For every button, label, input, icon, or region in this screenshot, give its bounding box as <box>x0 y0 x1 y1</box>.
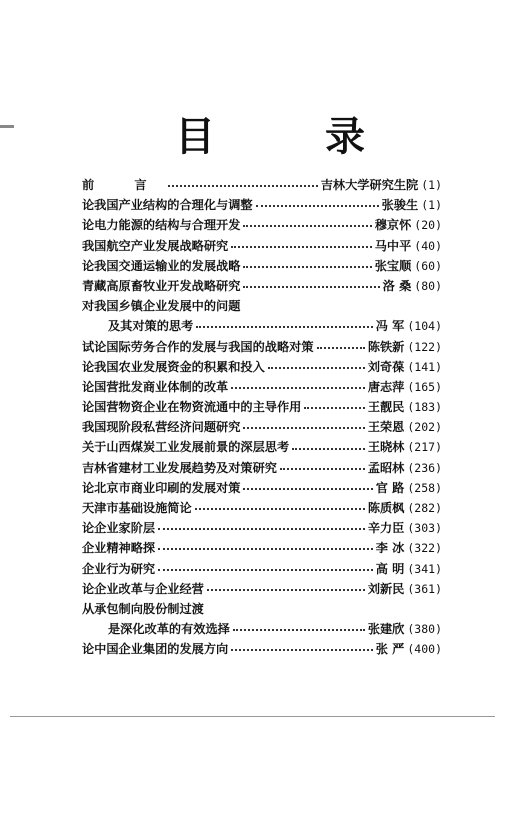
toc-entry-title: 论企业家阶层 <box>82 521 156 536</box>
toc-entry-page: (141) <box>407 359 442 374</box>
toc-leader-dots <box>243 225 371 227</box>
toc-entry-page: (361) <box>407 581 442 596</box>
toc-entry <box>82 640 442 660</box>
toc-entry-title: 从承包制向股份制过渡 <box>82 601 204 616</box>
title-char-2: 录 <box>325 114 365 160</box>
toc-entry-author: 吉林大学研究生院 <box>320 178 419 192</box>
toc-entry-author: 刘新民 <box>367 581 405 596</box>
toc-entry-author: 王荣恩 <box>367 420 405 435</box>
toc-entry-author: 穆京怀 <box>374 218 412 233</box>
toc-entry-title: 对我国乡镇企业发展中的问题 <box>82 299 241 314</box>
toc-leader-dots <box>231 649 373 651</box>
toc-entry-author: 刘奇葆 <box>367 359 405 374</box>
toc-entry-title: 前 言 <box>82 178 165 192</box>
toc-entry <box>82 438 442 458</box>
toc-leader-dots <box>256 205 379 207</box>
page-divider <box>10 716 495 717</box>
toc-leader-dots <box>243 286 379 288</box>
toc-leader-dots <box>231 387 365 389</box>
toc-entry-author: 陈质枫 <box>367 501 405 515</box>
toc-entry-author: 张骏生 <box>381 198 419 213</box>
toc-entry-title: 论我国农业发展资金的积累和投入 <box>82 359 265 374</box>
toc-leader-dots <box>292 448 365 450</box>
toc-entry-page: (80) <box>414 278 442 293</box>
toc-entry <box>82 398 442 418</box>
toc-entry-author: 王晓林 <box>367 440 405 455</box>
toc-entry-page: (1) <box>421 178 442 192</box>
toc-entry-title: 试论国际劳务合作的发展与我国的战略对策 <box>82 339 314 354</box>
toc-leader-dots <box>268 367 365 369</box>
toc-entry-page: (322) <box>407 541 442 556</box>
toc-entry-page: (380) <box>407 622 442 637</box>
toc-leader-dots <box>195 508 365 510</box>
toc-leader-dots <box>158 548 373 550</box>
toc-leader-dots <box>231 246 371 248</box>
toc-entry-author: 张建欣 <box>367 622 405 637</box>
toc-entry-title: 论企业改革与企业经营 <box>82 581 204 596</box>
toc-entry <box>82 216 442 236</box>
toc-entry-author: 冯 军 <box>375 319 405 334</box>
toc-entry-author: 官 路 <box>375 480 405 495</box>
toc-entry-author: 洛 桑 <box>382 278 412 293</box>
toc-entry-author: 唐志萍 <box>367 379 405 394</box>
toc-entry-title: 我国现阶段私营经济问题研究 <box>82 420 241 435</box>
toc-entry-title: 企业精神略探 <box>82 541 156 556</box>
toc-leader-dots <box>207 589 365 591</box>
toc-entry-page: (60) <box>414 258 442 273</box>
toc-entry-title: 论中国企业集团的发展方向 <box>82 642 229 657</box>
toc-leader-dots <box>280 468 365 470</box>
toc-entry-page: (400) <box>407 642 442 657</box>
toc-leader-dots <box>158 528 365 530</box>
toc-leader-dots <box>158 569 373 571</box>
toc-entry <box>82 297 442 317</box>
toc-entry <box>82 580 442 600</box>
toc-entry <box>82 600 442 620</box>
toc-leader-dots <box>304 407 364 409</box>
toc-entry-author: 辛力臣 <box>367 521 405 536</box>
toc-leader-dots <box>233 629 365 631</box>
toc-entry <box>82 338 442 358</box>
toc-entry-author: 张 严 <box>375 642 405 657</box>
toc-entry <box>82 277 442 297</box>
toc-entry-page: (165) <box>407 379 442 394</box>
toc-entry <box>82 358 442 378</box>
toc-entry-author: 孟昭林 <box>367 460 405 475</box>
toc-entry <box>82 378 442 398</box>
toc-entry-title: 论国营物资企业在物资流通中的主导作用 <box>82 400 302 415</box>
toc-entry-title: 论国营批发商业体制的改革 <box>82 379 229 394</box>
toc-entry-author: 陈铁新 <box>367 339 405 354</box>
toc-entry-author: 马中平 <box>374 238 412 253</box>
page-title <box>175 115 365 159</box>
toc-entry-title: 天津市基础设施简论 <box>82 501 192 515</box>
toc-leader-dots <box>243 488 372 490</box>
toc-entry-page: (20) <box>414 218 442 233</box>
toc-entry-title: 论我国产业结构的合理化与调整 <box>82 198 253 213</box>
toc-entry <box>82 176 442 196</box>
toc-entry-page: (40) <box>414 238 442 253</box>
toc-entry-title: 吉林省建材工业发展趋势及对策研究 <box>82 460 277 475</box>
toc-entry-author: 王靓民 <box>367 400 405 415</box>
toc-entry <box>82 257 442 277</box>
toc-entry-title: 论北京市商业印刷的发展对策 <box>82 480 241 495</box>
toc-entry <box>82 539 442 559</box>
toc-entry-page: (202) <box>407 420 442 435</box>
toc-entry-author: 李 冰 <box>375 541 405 556</box>
toc-leader-dots <box>168 185 318 187</box>
toc-entry <box>82 418 442 438</box>
toc-leader-dots <box>243 266 371 268</box>
toc-entry-author: 高 明 <box>375 561 405 576</box>
toc-entry <box>82 317 442 337</box>
toc-entry-title: 关于山西煤炭工业发展前景的深层思考 <box>82 440 290 455</box>
toc-entry-page: (183) <box>407 400 442 415</box>
toc-entry-page: (236) <box>407 460 442 475</box>
toc-entry-title: 我国航空产业发展战略研究 <box>82 238 229 253</box>
toc-entry <box>82 237 442 257</box>
toc-entry-page: (282) <box>407 501 442 515</box>
toc-entry-page: (303) <box>407 521 442 536</box>
toc-entry-title: 青藏高原畜牧业开发战略研究 <box>82 278 241 293</box>
toc-entry <box>82 196 442 216</box>
toc-leader-dots <box>317 347 365 349</box>
toc-leader-dots <box>243 427 364 429</box>
title-char-1: 目 <box>175 114 215 160</box>
toc-entry-title: 及其对策的思考 <box>108 319 194 334</box>
toc-entry <box>82 560 442 580</box>
toc-entry-author: 张宝顺 <box>374 258 412 273</box>
toc-entry-title: 论电力能源的结构与合理开发 <box>82 218 241 233</box>
toc-entry-title: 论我国交通运输业的发展战略 <box>82 258 241 273</box>
scan-artifact <box>0 125 14 128</box>
table-of-contents <box>82 176 442 661</box>
toc-entry-page: (122) <box>407 339 442 354</box>
toc-entry-title: 企业行为研究 <box>82 561 156 576</box>
toc-entry-page: (217) <box>407 440 442 455</box>
toc-entry <box>82 519 442 539</box>
toc-entry-page: (104) <box>407 319 442 334</box>
toc-entry <box>82 499 442 519</box>
toc-leader-dots <box>196 326 372 328</box>
toc-entry <box>82 479 442 499</box>
toc-entry-title: 是深化改革的有效选择 <box>108 622 230 637</box>
toc-entry-page: (341) <box>407 561 442 576</box>
toc-entry-page: (258) <box>407 480 442 495</box>
toc-entry-page: (1) <box>421 198 442 213</box>
toc-entry <box>82 459 442 479</box>
toc-entry <box>82 620 442 640</box>
